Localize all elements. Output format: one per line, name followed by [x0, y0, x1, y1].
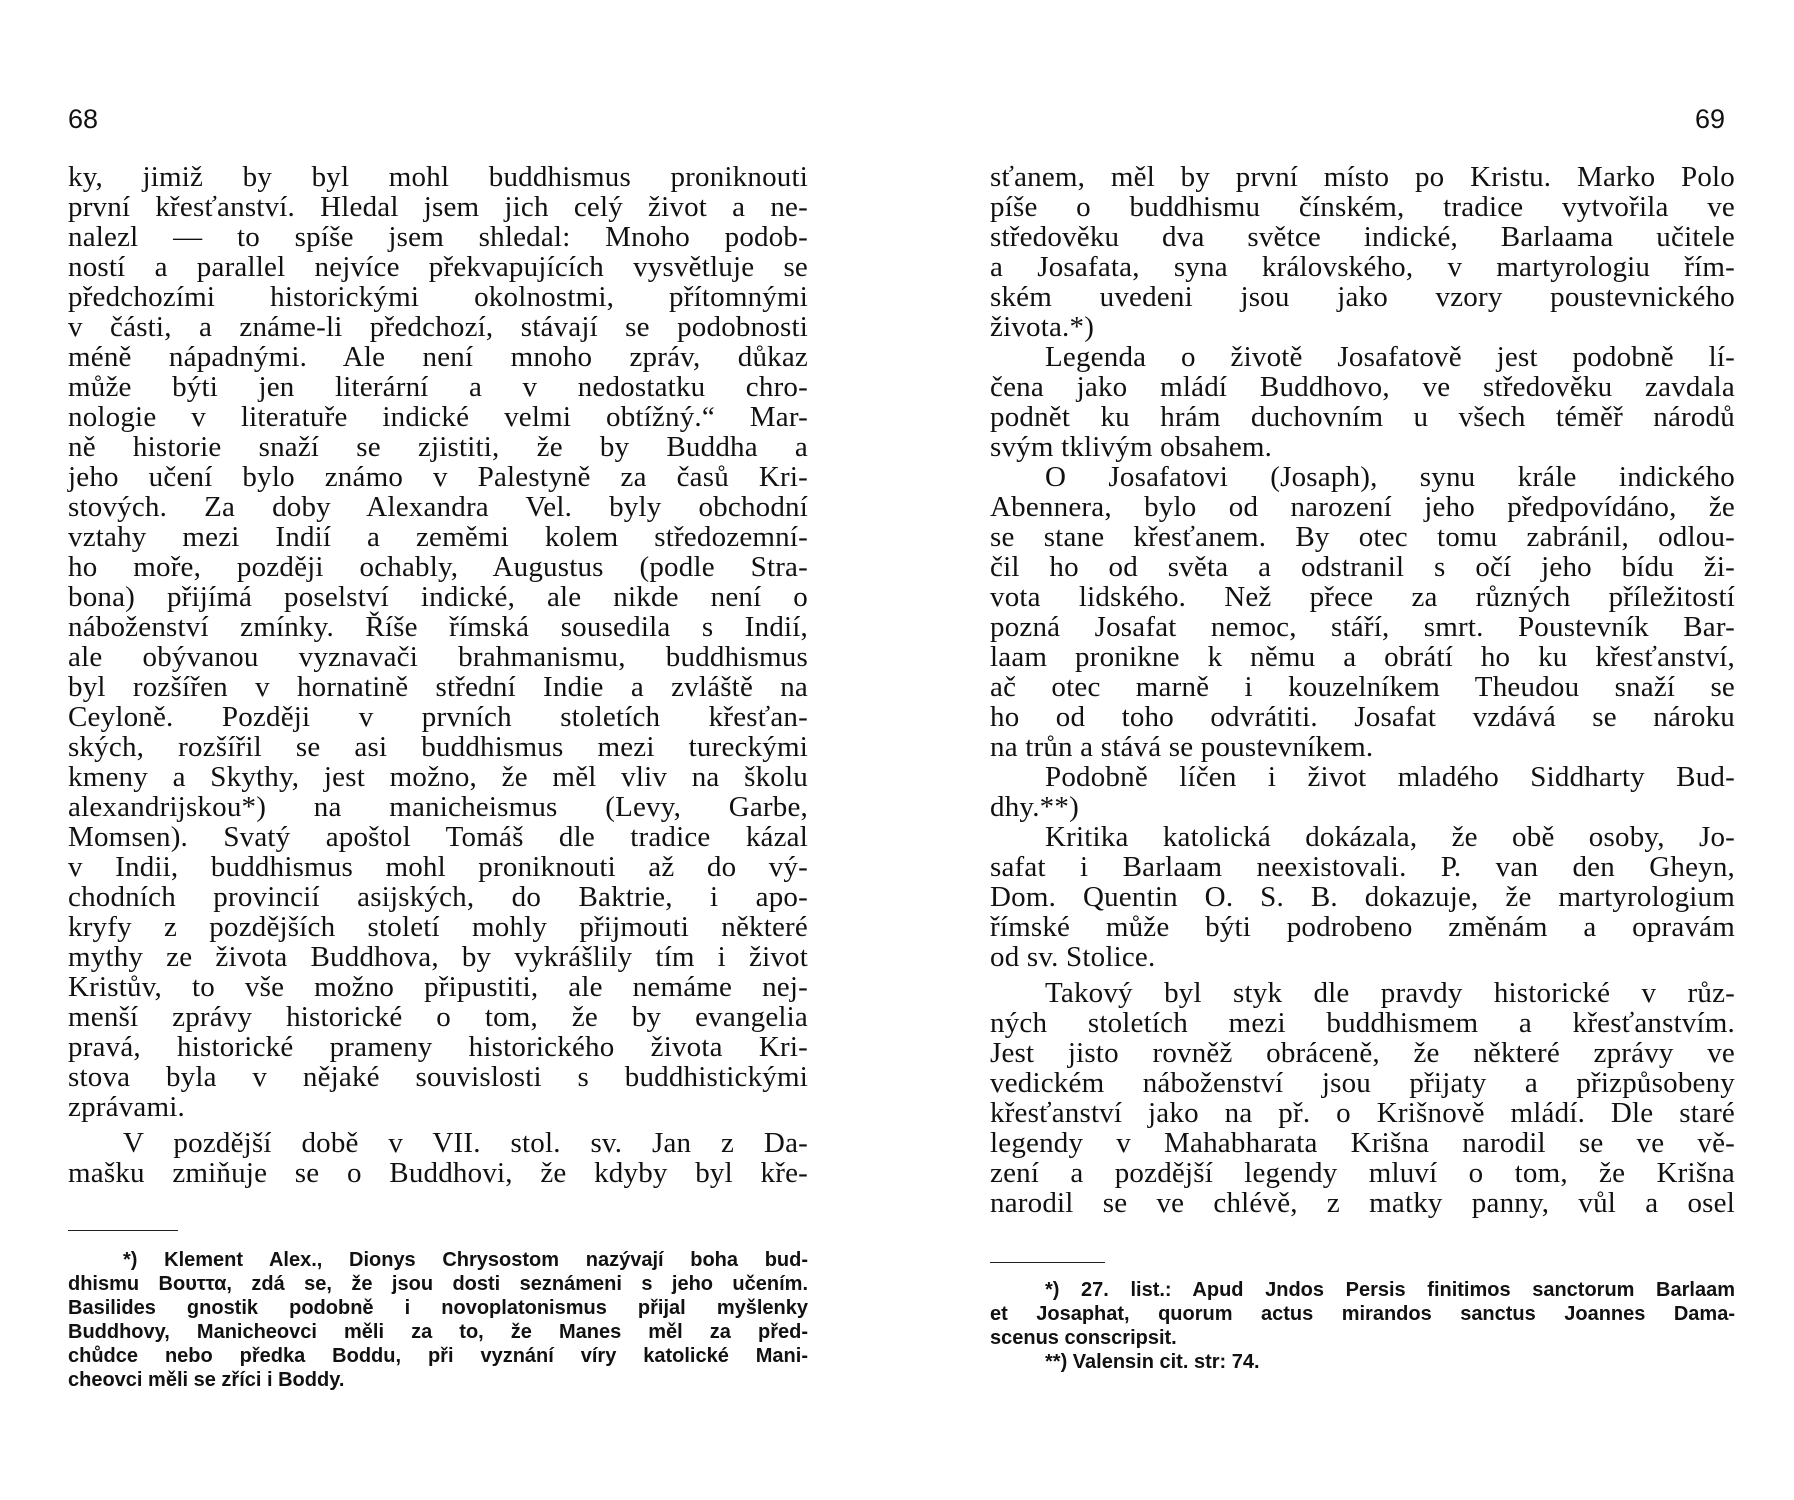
right-text-line: Jest jisto rovněž obráceně, že některé zprávy ve — [990, 1037, 1735, 1069]
left-text-line: menší zprávy historické o tom, že by evangelia — [68, 1001, 808, 1033]
left-text-line: mythy ze života Buddhova, by vykrášlily tím i život — [68, 941, 808, 973]
left-text-line: nalezl — to spíše jsem shledal: Mnoho podob- — [68, 221, 808, 253]
right-text-line: středověku dva světce indické, Barlaama učitele — [990, 221, 1735, 253]
right-text-line: Dom. Quentin O. S. B. dokazuje, že martyrologium — [990, 881, 1735, 913]
right-footnote-line: scenus conscripsit. — [990, 1327, 1177, 1349]
right-text-line: Podobně líčen i život mladého Siddharty Bud- — [1045, 761, 1735, 793]
left-text-line: může býti jen literární a v nedostatku chro- — [68, 371, 808, 403]
right-text-line: ho od toho odvrátiti. Josafat vzdává se nároku — [990, 701, 1735, 733]
right-text-line: od sv. Stolice. — [990, 941, 1156, 973]
right-footnote-line: *) 27. list.: Apud Jndos Persis finitimos sanctorum Barlaam — [1045, 1279, 1735, 1301]
right-text-line: laam pronikne k němu a obrátí ho ku křesťanství, — [990, 641, 1735, 673]
left-text-line: ale obývanou vyznavači brahmanismu, buddhismus — [68, 641, 808, 673]
left-text-line: bona) přijímá poselství indické, ale nikde není o — [68, 581, 808, 613]
right-text-line: dhy.**) — [990, 791, 1079, 823]
right-text-line: narodil se ve chlévě, z matky panny, vůl a osel — [990, 1187, 1735, 1219]
right-text-line: zení a pozdější legendy mluví o tom, že Krišna — [990, 1157, 1735, 1189]
left-page-number: 68 — [68, 104, 99, 134]
right-text-line: ných stoletích mezi buddhismem a křesťanstvím. — [990, 1007, 1735, 1039]
left-text-line: náboženství zmínky. Říše římská sousedila s Indií, — [68, 611, 808, 643]
left-text-line: méně nápadnými. Ale není mnoho zpráv, důkaz — [68, 341, 808, 373]
right-text-line: vedickém náboženství jsou přijaty a přizpůsobeny — [990, 1067, 1735, 1099]
left-text-line: v Indii, buddhismus mohl proniknouti až do vý- — [68, 851, 808, 883]
left-text-line: kmeny a Skythy, jest možno, že měl vliv na školu — [68, 761, 808, 793]
left-text-line: zprávami. — [68, 1091, 185, 1123]
right-text-line: křesťanství jako na př. o Krišnově mládí. Dle staré — [990, 1097, 1735, 1129]
left-footnote-line: *) Klement Alex., Dionys Chrysostom nazývají boha bud- — [123, 1249, 808, 1271]
left-text-line: ky, jimiž by byl mohl buddhismus proniknouti — [68, 161, 808, 193]
footnote-separator — [68, 1230, 178, 1231]
right-text-line: Legenda o životě Josafatově jest podobně lí- — [1045, 341, 1735, 373]
right-text-line: čena jako mládí Buddhovo, ve středověku zavdala — [990, 371, 1735, 403]
left-text-line: ských, rozšířil se asi buddhismus mezi tureckými — [68, 731, 808, 763]
left-text-line: předchozími historickými okolnostmi, přítomnými — [68, 281, 808, 313]
left-text-line: Ceyloně. Později v prvních stoletích křesťan- — [68, 701, 808, 733]
right-text-line: píše o buddhismu čínském, tradice vytvořila ve — [990, 191, 1735, 223]
left-text-line: Kristův, to vše možno připustiti, ale nemáme nej- — [68, 971, 808, 1003]
left-text-line: byl rozšířen v hornatině střední Indie a zvláště na — [68, 671, 808, 703]
right-text-line: římské může býti podrobeno změnám a opravám — [990, 911, 1735, 943]
left-text-line: kryfy z pozdějších století mohly přijmouti některé — [68, 911, 808, 943]
right-text-line: života.*) — [990, 311, 1095, 343]
left-text-line: vztahy mezi Indií a zeměmi kolem středozemní- — [68, 521, 808, 553]
left-text-line: nologie v literatuře indické velmi obtížný.“ Mar- — [68, 401, 808, 433]
left-text-line: ho moře, později ochably, Augustus (podle Stra- — [68, 551, 808, 583]
left-footnote-line: cheovci měli se zříci i Boddy. — [68, 1369, 345, 1391]
right-text-line: legendy v Mahabharata Krišna narodil se ve vě- — [990, 1127, 1735, 1159]
right-text-line: čil ho od světa a odstranil s očí jeho bídu ži- — [990, 551, 1735, 583]
right-text-line: svým tklivým obsahem. — [990, 431, 1273, 463]
left-footnote-line: chůdce nebo předka Boddu, při vyznání víry katolické Mani- — [68, 1345, 808, 1367]
right-text-line: sťanem, měl by první místo po Kristu. Marko Polo — [990, 161, 1735, 193]
right-text-line: se stane křesťanem. By otec tomu zabránil, odlou- — [990, 521, 1735, 553]
right-text-line: ač otec marně i kouzelníkem Theudou snaží se — [990, 671, 1735, 703]
left-text-line: ně historie snaží se zjistiti, že by Buddha a — [68, 431, 808, 463]
right-text-line: Kritika katolická dokázala, že obě osoby, Jo- — [1045, 821, 1735, 853]
left-text-line: mašku zmiňuje se o Buddhovi, že kdyby byl kře- — [68, 1157, 808, 1189]
right-text-line: ském uvedeni jsou jako vzory poustevnického — [990, 281, 1735, 313]
left-text-line: v části, a známe-li předchozí, stávají se podobnosti — [68, 311, 808, 343]
right-text-line: podnět ku hrám duchovním u všech téměř národů — [990, 401, 1735, 433]
right-text-line: Takový byl styk dle pravdy historické v růz- — [1045, 977, 1735, 1009]
left-text-line: chodních provincií asijských, do Baktrie, i apo- — [68, 881, 808, 913]
right-text-line: O Josafatovi (Josaph), synu krále indického — [1045, 461, 1735, 493]
right-page-number: 69 — [1695, 104, 1726, 134]
left-text-line: V pozdější době v VII. stol. sv. Jan z Da- — [123, 1127, 808, 1159]
right-text-line: Abennera, bylo od narození jeho předpovídáno, že — [990, 491, 1735, 523]
left-text-line: alexandrijskou*) na manicheismus (Levy, Garbe, — [68, 791, 808, 823]
left-text-line: Momsen). Svatý apoštol Tomáš dle tradice kázal — [68, 821, 808, 853]
left-footnote-line: Buddhovy, Manicheovci měli za to, že Manes měl za před- — [68, 1321, 808, 1343]
right-footnote-line: et Josaphat, quorum actus mirandos sanctus Joannes Dama- — [990, 1303, 1735, 1325]
left-text-line: první křesťanství. Hledal jsem jich celý život a ne- — [68, 191, 808, 223]
left-footnote-line: Basilides gnostik podobně i novoplatonismus přijal myšlenky — [68, 1297, 808, 1319]
left-footnote-line: dhismu Βουττα, zdá se, že jsou dosti seznámeni s jeho učením. — [68, 1273, 808, 1295]
left-text-line: jeho učení bylo známo v Palestyně za časů Kri- — [68, 461, 808, 493]
left-text-line: stova byla v nějaké souvislosti s buddhistickými — [68, 1061, 808, 1093]
right-footnote-line: **) Valensin cit. str: 74. — [1045, 1351, 1260, 1373]
footnote-separator — [990, 1262, 1105, 1263]
left-text-line: stových. Za doby Alexandra Vel. byly obchodní — [68, 491, 808, 523]
left-text-line: pravá, historické prameny historického života Kri- — [68, 1031, 808, 1063]
right-text-line: vota lidského. Než přece za různých příležitostí — [990, 581, 1735, 613]
right-text-line: safat i Barlaam neexistovali. P. van den Gheyn, — [990, 851, 1735, 883]
right-text-line: na trůn a stává se poustevníkem. — [990, 731, 1374, 763]
left-text-line: ností a parallel nejvíce překvapujících vysvětluje se — [68, 251, 808, 283]
right-text-line: a Josafata, syna královského, v martyrologiu řím- — [990, 251, 1735, 283]
right-text-line: pozná Josafat nemoc, stáří, smrt. Poustevník Bar- — [990, 611, 1735, 643]
